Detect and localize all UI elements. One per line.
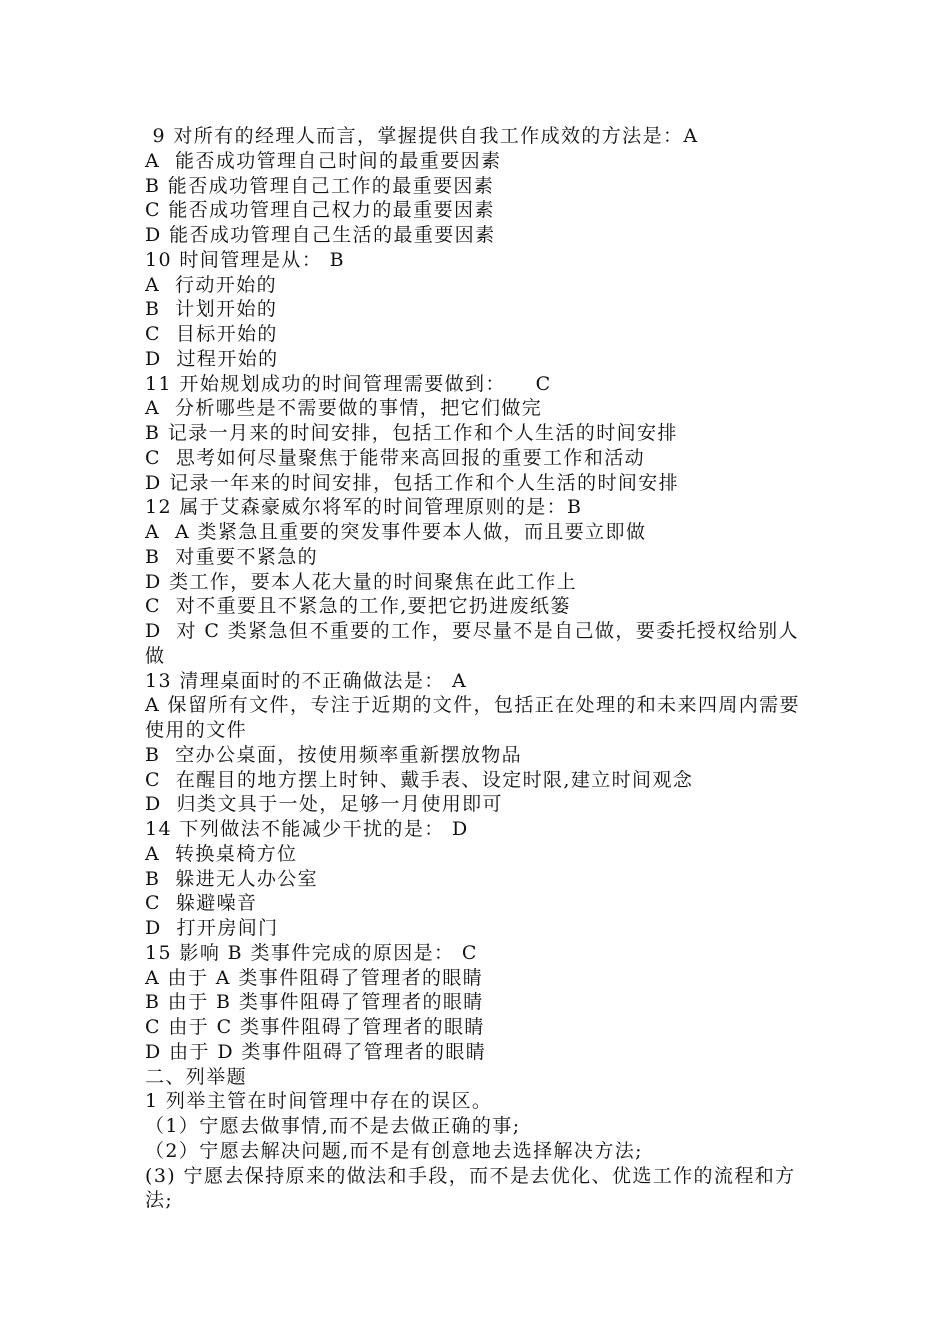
- question-10-option-a: A 行动开始的: [145, 273, 278, 296]
- question-15-option-a: A 由于 A 类事件阻碍了管理者的眼睛: [145, 966, 484, 989]
- question-10-option-d: D 过程开始的: [145, 347, 279, 370]
- question-12-option-c: C 对不重要且不紧急的工作,要把它扔进废纸篓: [145, 595, 571, 618]
- question-15-option-c: C 由于 C 类事件阻碍了管理者的眼睛: [145, 1016, 485, 1038]
- question-13-option-a: A 保留所有文件，专注于近期的文件，包括正在处理的和未来四周内需要使用的文件: [145, 694, 800, 741]
- question-14-option-a: A 转换桌椅方位: [145, 842, 298, 865]
- question-12-option-d: D 对 C 类紧急但不重要的工作，要尽量不是自己做，要委托授权给别人做: [145, 620, 799, 667]
- question-15-option-b: B 由于 B 类事件阻碍了管理者的眼睛: [145, 991, 484, 1014]
- question-9-stem: 9 对所有的经理人而言，掌握提供自我工作成效的方法是：A: [145, 125, 699, 147]
- question-13-stem: 13 清理桌面时的不正确做法是： A: [145, 669, 468, 692]
- list-answer-item-2: （2）宁愿去解决问题,而不是有创意地去选择解决方法;: [145, 1139, 643, 1162]
- document-body: [145, 124, 815, 1213]
- question-9-option-a: A 能否成功管理自己时间的最重要因素: [145, 149, 502, 172]
- question-9-option-b: B 能否成功管理自己工作的最重要因素: [145, 174, 495, 197]
- question-12-option-b-continued: D 类工作，要本人花大量的时间聚焦在此工作上: [145, 570, 578, 593]
- question-13-option-b: B 空办公桌面，按使用频率重新摆放物品: [145, 743, 523, 766]
- question-11-option-d: D 记录一年来的时间安排，包括工作和个人生活的时间安排: [145, 471, 680, 494]
- question-9-option-c: C 能否成功管理自己权力的最重要因素: [145, 199, 495, 222]
- question-9-option-d: D 能否成功管理自己生活的最重要因素: [145, 224, 496, 246]
- question-10-option-c: C 目标开始的: [145, 323, 278, 345]
- question-13-option-c: C 在醒目的地方摆上时钟、戴手表、设定时限,建立时间观念: [145, 768, 694, 791]
- question-11-option-c: C 思考如何尽量聚焦于能带来高回报的重要工作和活动: [145, 446, 646, 469]
- question-14-option-b: B 躲进无人办公室: [145, 867, 319, 890]
- section-heading: 二、列举题: [145, 1065, 248, 1088]
- list-answer-item-3: (3) 宁愿去保持原来的做法和手段，而不是去优化、优选工作的流程和方法;: [145, 1164, 796, 1212]
- list-answer-item-1: （1）宁愿去做事情,而不是去做正确的事;: [145, 1115, 521, 1137]
- question-12-option-b: B 对重要不紧急的: [145, 545, 319, 568]
- question-13-option-d: D 归类文具于一处，足够一月使用即可: [145, 793, 503, 816]
- question-15-stem: 15 影响 B 类事件完成的原因是： C: [145, 941, 478, 964]
- question-10-stem: 10 时间管理是从： B: [145, 248, 346, 271]
- question-14-stem: 14 下列做法不能减少干扰的是： D: [145, 818, 469, 840]
- question-11-option-b: B 记录一月来的时间安排，包括工作和个人生活的时间安排: [145, 422, 678, 444]
- question-11-option-a: A 分析哪些是不需要做的事情，把它们做完: [145, 397, 543, 420]
- question-14-option-d: D 打开房间门: [145, 917, 279, 939]
- question-10-option-b: B 计划开始的: [145, 298, 278, 321]
- list-question-1-stem: 1 列举主管在时间管理中存在的误区。: [145, 1090, 493, 1113]
- question-12-option-a: A A 类紧急且重要的突发事件要本人做，而且要立即做: [145, 521, 647, 543]
- question-14-option-c: C 躲避噪音: [145, 892, 258, 915]
- question-15-option-d: D 由于 D 类事件阻碍了管理者的眼睛: [145, 1040, 487, 1063]
- question-11-stem: 11 开始规划成功的时间管理需要做到： C: [145, 372, 552, 395]
- question-12-stem: 12 属于艾森豪威尔将军的时间管理原则的是：B: [145, 496, 583, 519]
